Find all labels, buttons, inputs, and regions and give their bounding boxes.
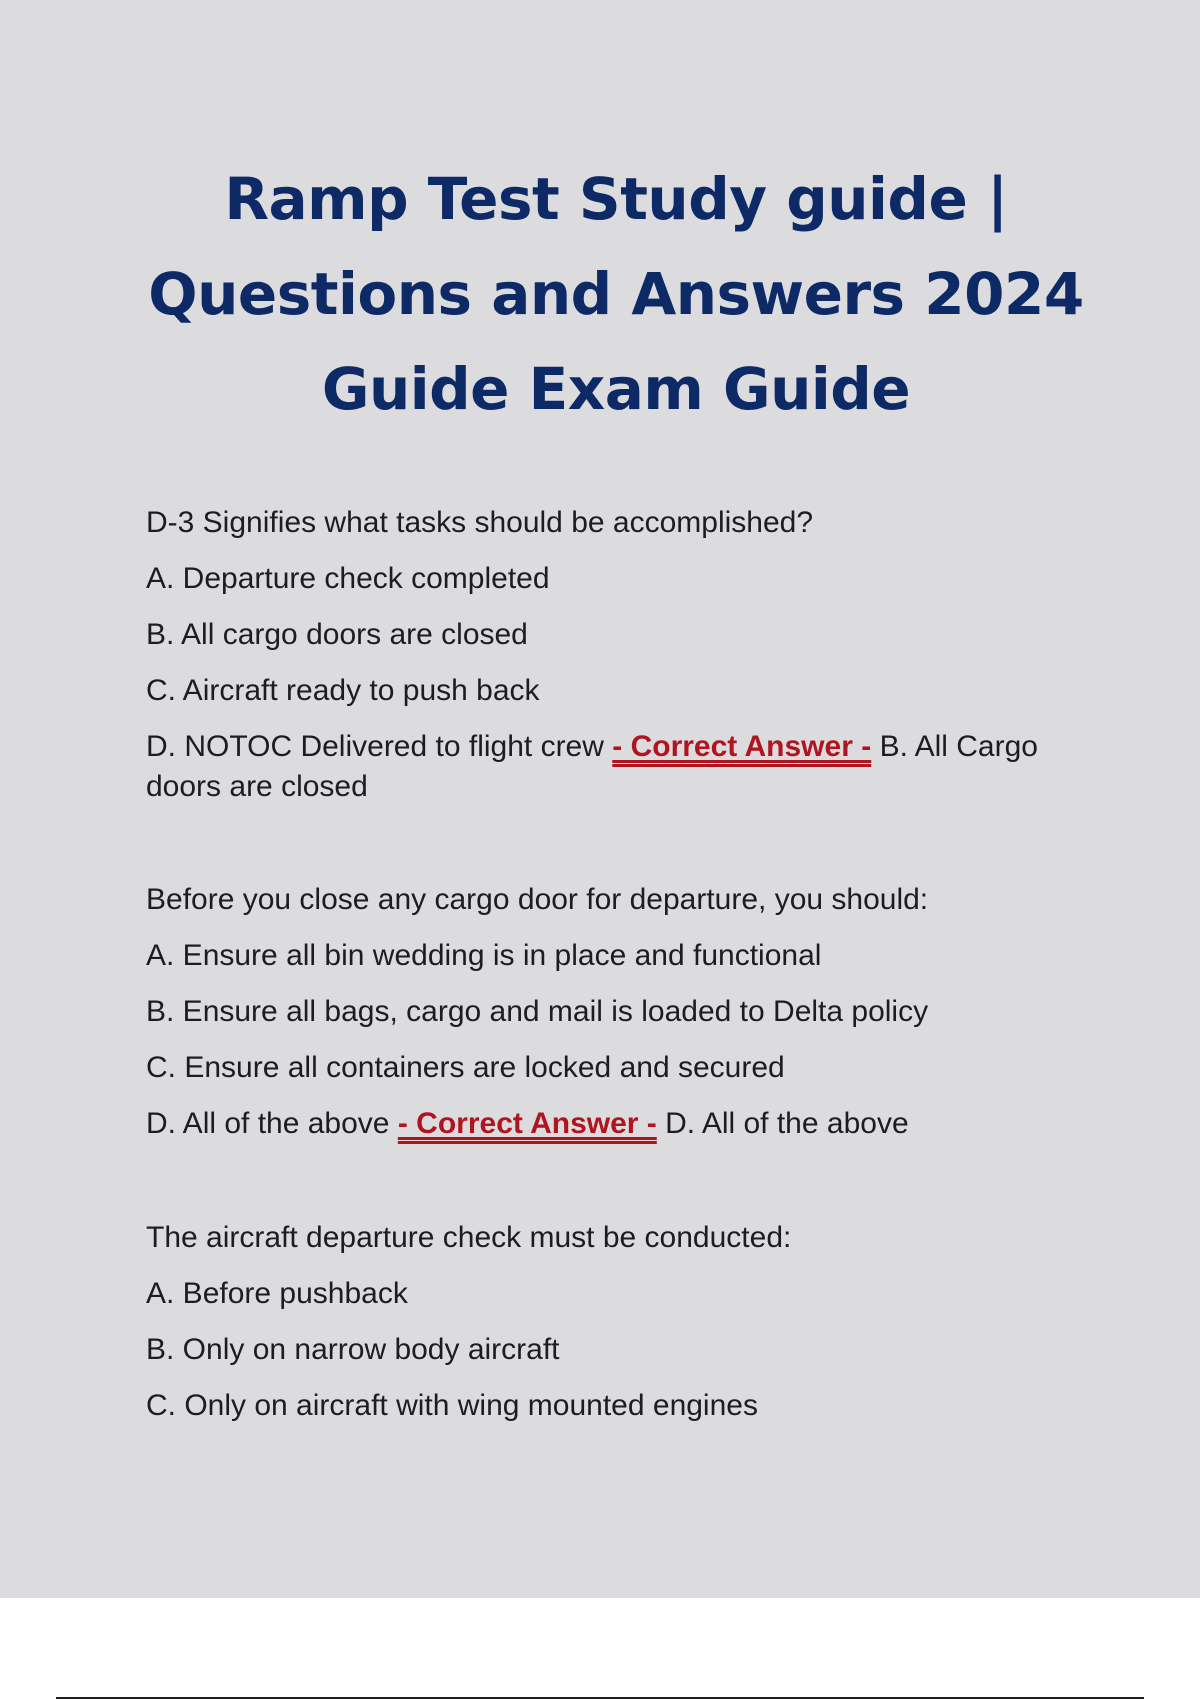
- title-line-3: Guide Exam Guide: [321, 355, 911, 423]
- correct-answer-label: - Correct Answer -: [612, 730, 872, 763]
- option-b: B. Only on narrow body aircraft: [146, 1333, 560, 1366]
- option-d-with-answer: [146, 1104, 1046, 1144]
- option-d: D. NOTOC Delivered to flight crew: [146, 730, 604, 763]
- question-prompt: D-3 Signifies what tasks should be accomplished?: [146, 506, 814, 539]
- option-b: B. Ensure all bags, cargo and mail is loaded to Delta policy: [146, 995, 929, 1028]
- answer-text: B. All Cargo doors are closed: [146, 730, 1038, 803]
- option-a: A. Ensure all bin wedding is in place and functional: [146, 939, 822, 972]
- title-line-1: Ramp Test Study guide |: [224, 165, 1008, 233]
- option-a: A. Before pushback: [146, 1277, 408, 1310]
- answer-text: D. All of the above: [665, 1107, 909, 1140]
- option-c: C. Only on aircraft with wing mounted engines: [146, 1389, 758, 1422]
- option-d-with-answer: [146, 727, 1046, 807]
- option-d: D. All of the above: [146, 1107, 390, 1140]
- option-b: B. All cargo doors are closed: [146, 618, 528, 651]
- correct-answer-label: - Correct Answer -: [397, 1107, 657, 1140]
- option-a: A. Departure check completed: [146, 562, 550, 595]
- question-prompt: Before you close any cargo door for departure, you should:: [146, 883, 929, 916]
- question-block: [146, 503, 1046, 807]
- option-c: C. Aircraft ready to push back: [146, 674, 540, 707]
- option-c: C. Ensure all containers are locked and secured: [146, 1051, 785, 1084]
- question-prompt: The aircraft departure check must be conducted:: [146, 1221, 792, 1254]
- question-block: [146, 1218, 1046, 1442]
- document-title: [100, 152, 1132, 437]
- title-line-2: Questions and Answers 2024: [148, 260, 1084, 328]
- footer-divider: [56, 1697, 1144, 1699]
- question-block: [146, 880, 1046, 1160]
